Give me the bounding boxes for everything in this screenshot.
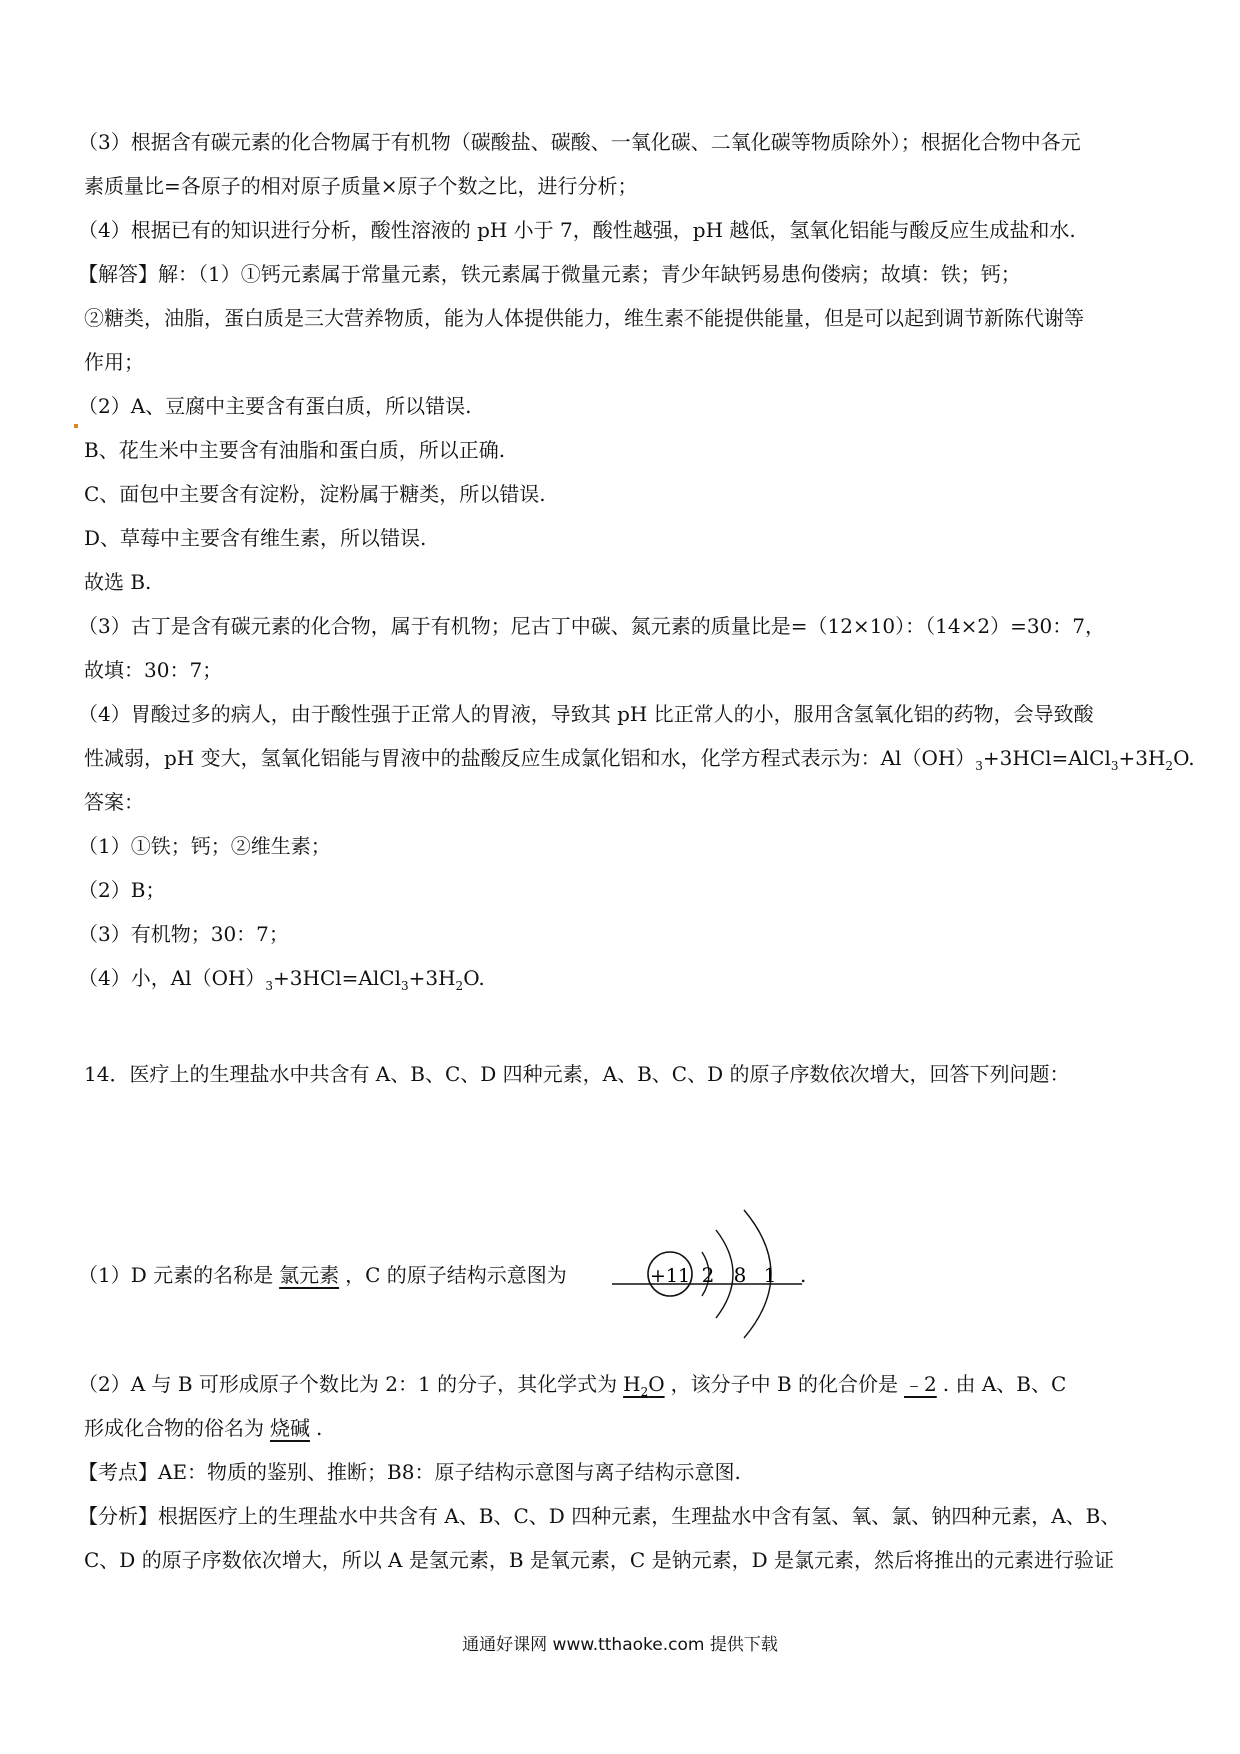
text-segment: O. — [463, 966, 485, 990]
subscript: 3 — [975, 759, 983, 773]
formula-end: O — [648, 1372, 665, 1396]
text-segment: O. — [1173, 746, 1195, 770]
answer-blank-element-name: 氯元素 — [279, 1263, 340, 1287]
text-segment: ，C 的原子结构示意图为 — [345, 1263, 567, 1287]
solution-part2-a: （2）A、豆腐中主要含有蛋白质，所以错误. — [78, 394, 472, 418]
shell-2-count: 8 — [733, 1263, 747, 1287]
answer-4 — [78, 964, 1158, 1000]
formula-main: H — [623, 1372, 641, 1396]
solution-line-2: ②糖类，油脂，蛋白质是三大营养物质，能为人体提供能力，维生素不能提供能量，但是可以起到调节新陈代谢等 — [84, 306, 1084, 330]
subscript: 2 — [640, 1385, 649, 1399]
text-segment: 形成化合物的俗名为 — [84, 1416, 264, 1440]
shell-3-count: 1 — [763, 1263, 777, 1287]
text-segment: （2）A 与 B 可形成原子个数比为 2：1 的分子，其化学式为 — [78, 1372, 618, 1396]
solution-part2-d: D、草莓中主要含有维生素，所以错误. — [84, 526, 427, 550]
answer-blank-valence: ﹣2 — [904, 1372, 937, 1396]
text-segment: . 由 A、B、C — [942, 1372, 1067, 1396]
text-segment: +3HCl=AlCl — [273, 966, 401, 990]
answer-blank-formula — [617, 1372, 671, 1399]
answer-2: （2）B； — [78, 878, 166, 902]
text-segment: （4）小，Al（OH） — [78, 966, 266, 990]
text-segment: . — [316, 1416, 323, 1440]
solution-part4-line1: （4）胃酸过多的病人，由于酸性强于正常人的胃液，导致其 pH 比正常人的小，服用含氢氧化铝的药物，会导致酸 — [78, 702, 1094, 726]
solution-part2-choice: 故选 B. — [84, 570, 152, 594]
analysis-line-2: C、D 的原子序数依次增大，所以 A 是氢元素，B 是氧元素，C 是钠元素，D 是氯元素，然后将推出的元素进行验证 — [84, 1548, 1114, 1572]
answer-3: （3）有机物；30：7； — [78, 922, 289, 946]
atomic-structure-diagram — [612, 1206, 812, 1346]
key-points: 【考点】AE：物质的鉴别、推断；B8：原子结构示意图与离子结构示意图. — [78, 1460, 741, 1484]
subscript: 3 — [265, 979, 274, 993]
analysis-line-3-cont: 素质量比=各原子的相对原子质量×原子个数之比，进行分析； — [84, 174, 638, 198]
text-segment: ，该分子中 B 的化合价是 — [670, 1372, 899, 1396]
analysis-line-3: （3）根据含有碳元素的化合物属于有机物（碳酸盐、碳酸、一氧化碳、二氧化碳等物质除外）；根据化合物中各元 — [78, 130, 1081, 154]
question-14-part1 — [78, 1261, 618, 1289]
solution-part2-b: B、花生米中主要含有油脂和蛋白质，所以正确. — [84, 438, 506, 462]
subscript: 3 — [400, 979, 409, 993]
question-14-part3 — [84, 1414, 1164, 1442]
subscript: 2 — [1165, 759, 1174, 773]
text-segment: （1）D 元素的名称是 — [78, 1263, 274, 1287]
text-segment: +3HCl=AlCl — [982, 746, 1111, 770]
question-14-part1-end: . — [800, 1263, 807, 1287]
shell-arc-2 — [716, 1230, 733, 1318]
solution-part3-fill: 故填：30：7； — [84, 658, 223, 682]
answer-heading: 答案： — [84, 790, 144, 814]
subscript: 3 — [1110, 759, 1119, 773]
analysis-line-1: 【分析】根据医疗上的生理盐水中共含有 A、B、C、D 四种元素，生理盐水中含有氢、氧、氯、钠四种元素，A、B、 — [78, 1504, 1121, 1528]
marker-dot — [74, 424, 78, 428]
solution-part3: （3）古丁是含有碳元素的化合物，属于有机物；尼古丁中碳、氮元素的质量比是=（12×10）：（14×2）=30：7， — [78, 614, 1106, 638]
question-14-part2 — [78, 1370, 1158, 1406]
analysis-line-4: （4）根据已有的知识进行分析，酸性溶液的 pH 小于 7，酸性越强，pH 越低，氢氧化铝能与酸反应生成盐和水. — [78, 218, 1076, 242]
solution-line-3: 作用； — [84, 350, 144, 374]
text-segment: 性减弱，pH 变大，氢氧化铝能与胃液中的盐酸反应生成氯化铝和水，化学方程式表示为：Al（OH） — [84, 746, 976, 770]
subscript: 2 — [455, 979, 464, 993]
question-14-stem: 14．医疗上的生理盐水中共含有 A、B、C、D 四种元素，A、B、C、D 的原子序数依次增大，回答下列问题： — [84, 1062, 1070, 1086]
shell-1-count: 2 — [701, 1263, 715, 1287]
solution-part2-c: C、面包中主要含有淀粉，淀粉属于糖类，所以错误. — [84, 482, 546, 506]
nucleus-charge: +11 — [649, 1265, 691, 1287]
text-segment: +3H — [408, 966, 456, 990]
answer-blank-common-name: 烧碱 — [270, 1416, 310, 1440]
page-footer: 通通好课网 www.tthaoke.com 提供下载 — [462, 1635, 778, 1655]
solution-line-1: 【解答】解：（1）①钙元素属于常量元素，铁元素属于微量元素；青少年缺钙易患佝偻病；故填：铁；钙； — [78, 262, 1021, 286]
answer-1: （1）①铁；钙；②维生素； — [78, 834, 331, 858]
text-segment: +3H — [1118, 746, 1166, 770]
solution-part4-line2 — [84, 744, 1195, 780]
